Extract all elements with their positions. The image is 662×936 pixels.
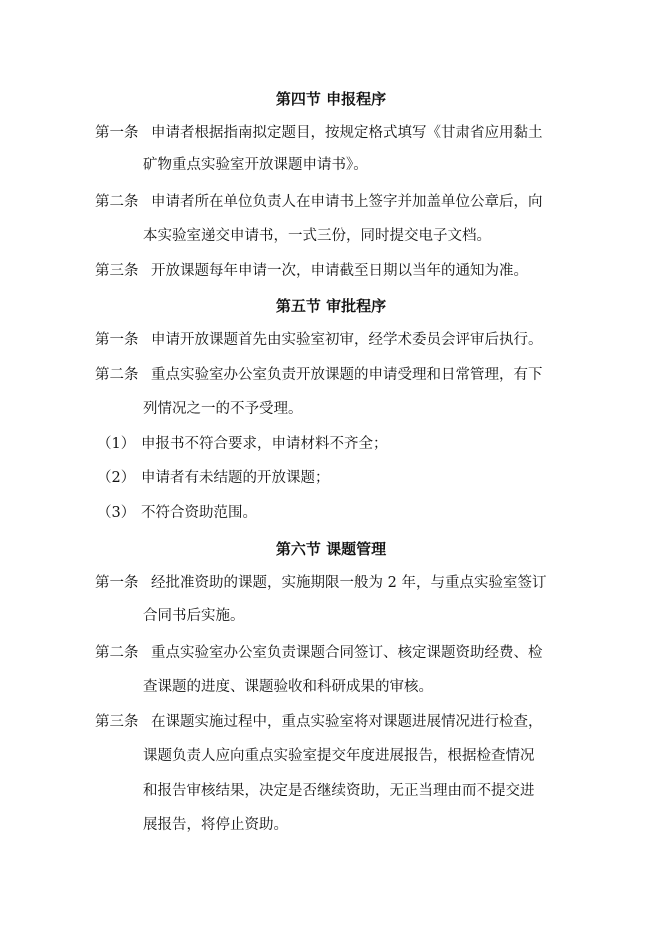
article-text: 重点实验室办公室负责开放课题的申请受理和日常管理，有下: [151, 367, 543, 383]
article-label: 第三条: [95, 263, 139, 279]
list-item-text: 申请者有未结题的开放课题；: [141, 470, 330, 486]
article-5-2-line-1: [95, 365, 543, 385]
article-6-2-line-2: 查课题的进度、课题验收和科研成果的审核。: [143, 679, 433, 695]
article-4-2-line-2: 本实验室递交申请书，一式三份，同时提交电子文档。: [143, 228, 491, 244]
article-text: 经批准资助的课题，实施期限一般为 2 年，与重点实验室签订: [151, 575, 547, 591]
list-item-number: （1）: [97, 436, 136, 452]
list-item-2: [97, 468, 330, 488]
article-label: 第三条: [95, 714, 139, 730]
list-item-number: （3）: [97, 505, 136, 521]
list-item-text: 不符合资助范围。: [141, 505, 257, 521]
article-text: 重点实验室办公室负责课题合同签订、核定课题资助经费、检: [151, 645, 543, 661]
article-6-3-line-2: 课题负责人应向重点实验室提交年度进展报告，根据检查情况: [143, 748, 535, 764]
article-text: 在课题实施过程中，重点实验室将对课题进展情况进行检查，: [151, 714, 543, 730]
article-4-1-line-2: 矿物重点实验室开放课题申请书》。: [143, 157, 368, 173]
article-label: 第一条: [95, 332, 139, 348]
article-label: 第二条: [95, 645, 139, 661]
list-item-text: 申报书不符合要求，申请材料不齐全；: [141, 436, 388, 452]
article-label: 第二条: [95, 194, 139, 210]
article-label: 第一条: [95, 575, 139, 591]
article-4-1-line-1: [95, 123, 543, 143]
section-title-6: 第六节 课题管理: [275, 540, 387, 558]
article-label: 第一条: [95, 125, 139, 141]
article-text: 申请者根据指南拟定题目，按规定格式填写《甘肃省应用黏土: [151, 125, 543, 141]
article-6-3-line-1: [95, 712, 543, 732]
article-6-2-line-1: [95, 643, 543, 663]
article-text: 申请者所在单位负责人在申请书上签字并加盖单位公章后，向: [151, 194, 543, 210]
article-6-3-line-3: 和报告审核结果，决定是否继续资助，无正当理由而不提交进: [143, 783, 535, 799]
article-text: 申请开放课题首先由实验室初审，经学术委员会评审后执行。: [151, 332, 543, 348]
article-6-1-line-1: [95, 573, 546, 593]
section-title-5: 第五节 审批程序: [275, 297, 387, 315]
list-item-1: [97, 434, 388, 454]
list-item-number: （2）: [97, 470, 136, 486]
section-title-4: 第四节 申报程序: [275, 90, 387, 108]
article-6-1-line-2: 合同书后实施。: [143, 608, 245, 624]
article-6-3-line-4: 展报告，将停止资助。: [143, 817, 288, 833]
list-item-3: [97, 503, 257, 523]
article-4-2-line-1: [95, 192, 543, 212]
article-5-1-line-1: [95, 330, 543, 350]
article-4-3-line-1: [95, 261, 528, 281]
article-text: 开放课题每年申请一次，申请截至日期以当年的通知为准。: [151, 263, 528, 279]
article-5-2-line-2: 列情况之一的不予受理。: [143, 401, 303, 417]
article-label: 第二条: [95, 367, 139, 383]
